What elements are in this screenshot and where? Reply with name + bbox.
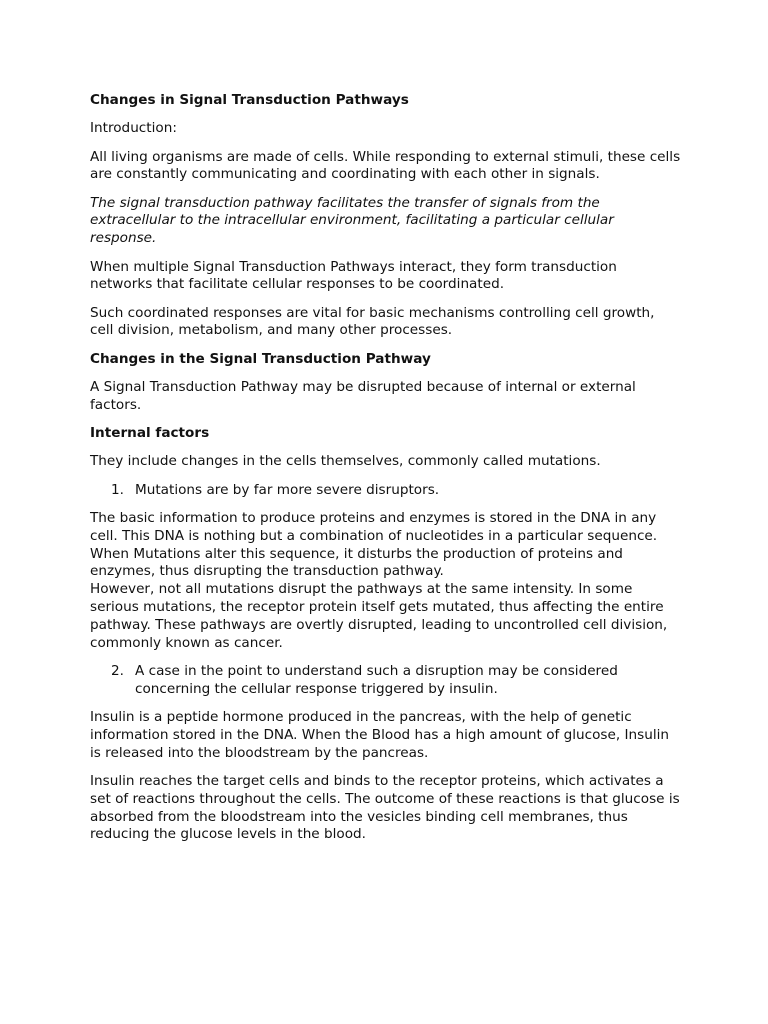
intro-label: Introduction: [90,120,177,137]
list-item-2 [90,663,682,699]
document-title: Changes in Signal Transduction Pathways [90,92,409,108]
paragraph-insulin: Insulin is a peptide hormone produced in the pancreas, with the help of genetic information stored in the DNA. When the Blood has a high amount of glucose, Insulin is released into the bloodstream by the pancreas. [90,709,670,761]
list-item-1 [90,482,682,500]
list-text-1: Mutations are by far more severe disruptors. [135,481,440,498]
paragraph-organisms: All living organisms are made of cells. While responding to external stimuli, these cells are constantly communicating and coordinating with each other in signals. [90,148,681,183]
paragraph-mutation-intensity: However, not all mutations disrupt the pathways at the same intensity. In some serious mutations, the receptor protein itself gets mutated, thus affecting the entire pathway. These pathways are overtly disrupted, leading to uncontrolled cell division, commonly known as cancer. [90,581,668,651]
paragraph-pathway-definition: The signal transduction pathway facilitates the transfer of signals from the extracellular to the intracellular environment, facilitating a particular cellular response. [90,194,614,247]
list-text-2: A case in the point to understand such a disruption may be considered concerning the cellular response triggered by insulin. [135,662,618,697]
paragraph-networks: When multiple Signal Transduction Pathways interact, they form transduction networks that facilitate cellular responses to be coordinated. [90,258,617,293]
paragraph-mutations-intro: They include changes in the cells themselves, commonly called mutations. [90,453,601,470]
list-number-1: 1. [111,481,124,498]
list-number-2: 2. [111,662,124,679]
paragraph-disruption: A Signal Transduction Pathway may be disrupted because of internal or external factors. [90,379,636,413]
document-page [90,92,682,855]
heading-internal-factors: Internal factors [90,425,210,442]
paragraph-receptor: Insulin reaches the target cells and binds to the receptor proteins, which activates a set of reactions throughout the cells. The outcome of these reactions is that glucose is absorbed from the bloodstream into the vesicles binding cell membranes, thus reducing the glucose levels in the blood. [90,772,680,843]
paragraph-dna: The basic information to produce proteins and enzymes is stored in the DNA in any cell. This DNA is nothing but a combination of nucleotides in a particular sequence. When Mutations alter this sequence, it disturbs the production of proteins and enzymes, thus disrupting the transduction pathway. [90,510,658,580]
heading-changes: Changes in the Signal Transduction Pathway [90,350,431,367]
paragraph-coordinated-responses: Such coordinated responses are vital for basic mechanisms controlling cell growth, cell division, metabolism, and many other processes. [90,304,655,339]
